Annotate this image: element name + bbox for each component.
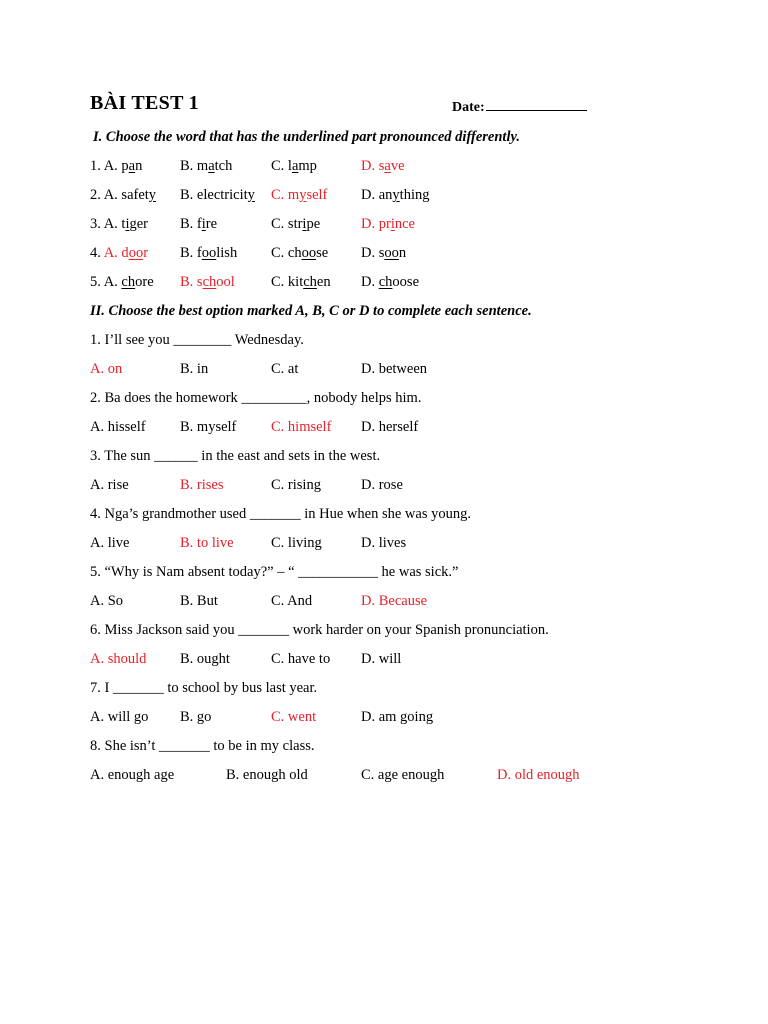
- answer-option: [104, 245, 148, 261]
- question-text: 3. The sun ______ in the east and sets in the west.: [90, 448, 381, 464]
- question-number: 4.: [90, 245, 104, 261]
- option-text: nce: [394, 216, 415, 232]
- option-cell: [90, 158, 142, 175]
- option-text: A. will go: [90, 709, 149, 725]
- page-title: BÀI TEST 1: [90, 92, 199, 114]
- underlined-part: ch: [378, 274, 393, 290]
- option-text: 1. A. p: [90, 158, 129, 174]
- option-text: 5. A.: [90, 274, 122, 290]
- answer-option: [271, 187, 327, 204]
- underlined-part: ch: [202, 274, 217, 290]
- option-text: B. myself: [180, 419, 237, 435]
- option-text: B. s: [180, 274, 203, 290]
- option-text: ve: [390, 158, 405, 174]
- question-text: 5. “Why is Nam absent today?” – “ ___________ he was sick.”: [90, 564, 459, 580]
- question-text: 1. I’ll see you ________ Wednesday.: [90, 332, 304, 348]
- question-text: 2. Ba does the homework _________, nobody helps him.: [90, 390, 422, 406]
- question-text: 4. Nga’s grandmother used _______ in Hue when she was young.: [90, 506, 471, 522]
- option-cell: [361, 245, 406, 262]
- option-text: C. have to: [271, 651, 331, 667]
- options-row: [0, 477, 768, 499]
- option-text: C. And: [271, 593, 313, 609]
- option-text: A. live: [90, 535, 130, 551]
- underlined-part: y: [247, 187, 255, 203]
- option-text: 3. A. t: [90, 216, 126, 232]
- underlined-part: a: [128, 158, 136, 174]
- underlined-part: oo: [384, 245, 399, 261]
- option-text: n: [135, 158, 143, 174]
- options-row: [0, 535, 768, 557]
- option-cell: [180, 216, 217, 233]
- underlined-part: i: [390, 216, 395, 232]
- pronunciation-row: [0, 216, 768, 238]
- underlined-part: a: [208, 158, 215, 174]
- underlined-part: i: [201, 216, 206, 232]
- option-cell: [271, 158, 317, 175]
- option-text: B. in: [180, 361, 209, 377]
- option-text: B. But: [180, 593, 218, 609]
- options-row: [0, 767, 768, 789]
- date-label: Date:: [452, 100, 485, 115]
- pronunciation-row: [0, 274, 768, 296]
- underlined-part: i: [125, 216, 130, 232]
- option-text: thing: [399, 187, 430, 203]
- date-field: [452, 97, 587, 116]
- answer-option: D. Because: [361, 593, 428, 609]
- option-text: B. electricit: [180, 187, 248, 203]
- option-cell: [90, 274, 154, 291]
- option-text: B. f: [180, 216, 202, 232]
- answer-option: A. on: [90, 361, 123, 377]
- answer-option: C. went: [271, 709, 317, 725]
- option-text: self: [306, 187, 328, 203]
- option-text: C. l: [271, 158, 292, 174]
- options-row: [0, 419, 768, 441]
- options-row: [0, 593, 768, 615]
- underlined-part: y: [392, 187, 400, 203]
- option-text: lish: [216, 245, 238, 261]
- underlined-part: oo: [301, 245, 317, 261]
- option-text: D. lives: [361, 535, 407, 551]
- option-cell: [90, 187, 156, 204]
- underlined-part: a: [384, 158, 391, 174]
- pronunciation-row: [0, 158, 768, 180]
- option-cell: [90, 245, 148, 262]
- underlined-part: i: [302, 216, 307, 232]
- option-text: D. an: [361, 187, 393, 203]
- option-text: A. enough age: [90, 767, 175, 783]
- option-text: C. age enough: [361, 767, 445, 783]
- option-cell: [361, 274, 419, 291]
- option-text: C. living: [271, 535, 322, 551]
- answer-option: [361, 216, 415, 233]
- answer-option: B. rises: [180, 477, 224, 493]
- section-1-heading: I. Choose the word that has the underlined part pronounced differently.: [93, 129, 521, 145]
- options-row: [0, 651, 768, 673]
- option-text: C. ch: [271, 245, 302, 261]
- option-text: D. rose: [361, 477, 403, 493]
- option-text: D. s: [361, 245, 385, 261]
- answer-option: B. to live: [180, 535, 234, 551]
- option-text: D. will: [361, 651, 402, 667]
- options-row: [0, 361, 768, 383]
- option-text: D. between: [361, 361, 428, 377]
- answer-option: [361, 158, 405, 175]
- option-cell: [90, 216, 148, 233]
- option-text: C. m: [271, 187, 300, 203]
- option-text: D. pr: [361, 216, 391, 232]
- option-cell: [180, 245, 237, 262]
- option-text: ool: [216, 274, 235, 290]
- option-text: B. f: [180, 245, 202, 261]
- pronunciation-row: [0, 245, 768, 267]
- question-text: 7. I _______ to school by bus last year.: [90, 680, 318, 696]
- option-text: en: [316, 274, 331, 290]
- option-text: C. str: [271, 216, 303, 232]
- option-text: A. d: [103, 245, 129, 261]
- option-text: oose: [392, 274, 420, 290]
- option-text: tch: [214, 158, 233, 174]
- option-text: ore: [135, 274, 154, 290]
- option-text: C. at: [271, 361, 299, 377]
- underlined-part: oo: [128, 245, 144, 261]
- option-text: A. rise: [90, 477, 129, 493]
- option-text: A. So: [90, 593, 124, 609]
- underlined-part: y: [148, 187, 157, 203]
- underlined-part: oo: [201, 245, 217, 261]
- answer-option: [180, 274, 235, 291]
- option-text: se: [316, 245, 329, 261]
- answer-option: D. old enough: [497, 767, 580, 783]
- underlined-part: ch: [303, 274, 317, 290]
- option-cell: [180, 187, 255, 204]
- option-text: B. m: [180, 158, 209, 174]
- underlined-part: a: [291, 158, 299, 174]
- option-text: D.: [361, 274, 379, 290]
- option-text: D. s: [361, 158, 385, 174]
- option-text: 2. A. safet: [90, 187, 149, 203]
- question-text: 6. Miss Jackson said you _______ work harder on your Spanish pronunciation.: [90, 622, 549, 638]
- option-text: pe: [306, 216, 321, 232]
- option-text: D. herself: [361, 419, 419, 435]
- option-text: A. hisself: [90, 419, 146, 435]
- underlined-part: ch: [121, 274, 136, 290]
- answer-option: A. should: [90, 651, 147, 667]
- option-text: C. rising: [271, 477, 321, 493]
- option-text: B. go: [180, 709, 212, 725]
- option-cell: [180, 158, 232, 175]
- option-text: re: [205, 216, 218, 232]
- option-cell: [271, 274, 331, 291]
- option-cell: [361, 187, 429, 204]
- option-cell: [271, 245, 328, 262]
- underlined-part: y: [299, 187, 307, 203]
- option-cell: [271, 216, 320, 233]
- option-text: C. kit: [271, 274, 304, 290]
- option-text: D. am going: [361, 709, 434, 725]
- question-text: 8. She isn’t _______ to be in my class.: [90, 738, 315, 754]
- option-text: mp: [298, 158, 317, 174]
- date-blank-line: [486, 97, 587, 111]
- options-row: [0, 709, 768, 731]
- option-text: r: [143, 245, 149, 261]
- option-text: B. ought: [180, 651, 230, 667]
- option-text: ger: [129, 216, 148, 232]
- option-text: B. enough old: [226, 767, 308, 783]
- option-text: n: [398, 245, 407, 261]
- section-2-heading: II. Choose the best option marked A, B, C or D to complete each sentence.: [90, 303, 532, 319]
- pronunciation-row: [0, 187, 768, 209]
- answer-option: C. himself: [271, 419, 332, 435]
